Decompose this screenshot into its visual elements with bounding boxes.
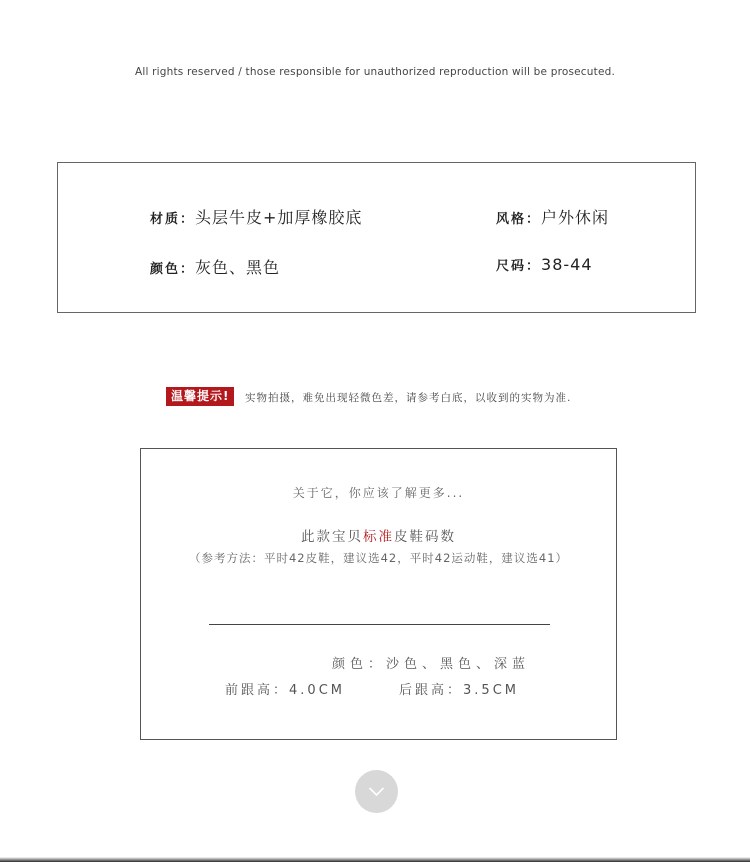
notice-text: 实物拍摄，难免出现轻微色差，请参考白底，以收到的实物为准. (245, 392, 572, 404)
spec-material (150, 205, 362, 228)
spec-size-value: 38-44 (541, 255, 593, 274)
spec-style (496, 205, 609, 228)
standard-size-highlight: 标准 (363, 529, 394, 545)
spec-size-label: 尺码： (496, 259, 542, 274)
front-heel-value: 4.0CM (289, 683, 345, 698)
bottom-rule (0, 857, 750, 862)
about-heading: 关于它，你应该了解更多... (292, 486, 465, 500)
standard-size-suffix: 皮鞋码数 (394, 529, 456, 545)
scroll-down-button[interactable] (355, 770, 398, 813)
standard-size-prefix: 此款宝贝 (301, 529, 363, 545)
spec-size (496, 255, 593, 274)
copyright-notice: All rights reserved / those responsible for unauthorized reproduction will be prosecuted. (134, 66, 616, 78)
spec-color-value: 灰色、黑色 (195, 258, 281, 277)
divider (209, 624, 550, 625)
spec-style-value: 户外休闲 (541, 208, 610, 227)
product-spec-panel (57, 162, 696, 313)
chevron-down-icon (368, 786, 385, 797)
available-colors-label: 颜色： (332, 657, 387, 672)
back-heel-height (399, 679, 519, 698)
spec-color (150, 255, 280, 278)
back-heel-label: 后跟高： (399, 683, 464, 698)
front-heel-label: 前跟高： (225, 683, 290, 698)
available-colors (332, 653, 530, 672)
back-heel-value: 3.5CM (463, 683, 519, 698)
size-method-note: （参考方法：平时42皮鞋，建议选42，平时42运动鞋，建议选41） (188, 551, 569, 565)
spec-style-label: 风格： (496, 212, 542, 227)
available-colors-value: 沙色、黑色、深蓝 (386, 657, 531, 672)
standard-size-heading (141, 525, 616, 545)
size-info-panel (140, 448, 617, 740)
spec-material-label: 材质： (150, 212, 196, 227)
spec-color-label: 颜色： (150, 262, 196, 277)
spec-material-value: 头层牛皮+加厚橡胶底 (195, 208, 363, 227)
front-heel-height (225, 679, 345, 698)
notice-badge: 温馨提示! (166, 387, 234, 406)
